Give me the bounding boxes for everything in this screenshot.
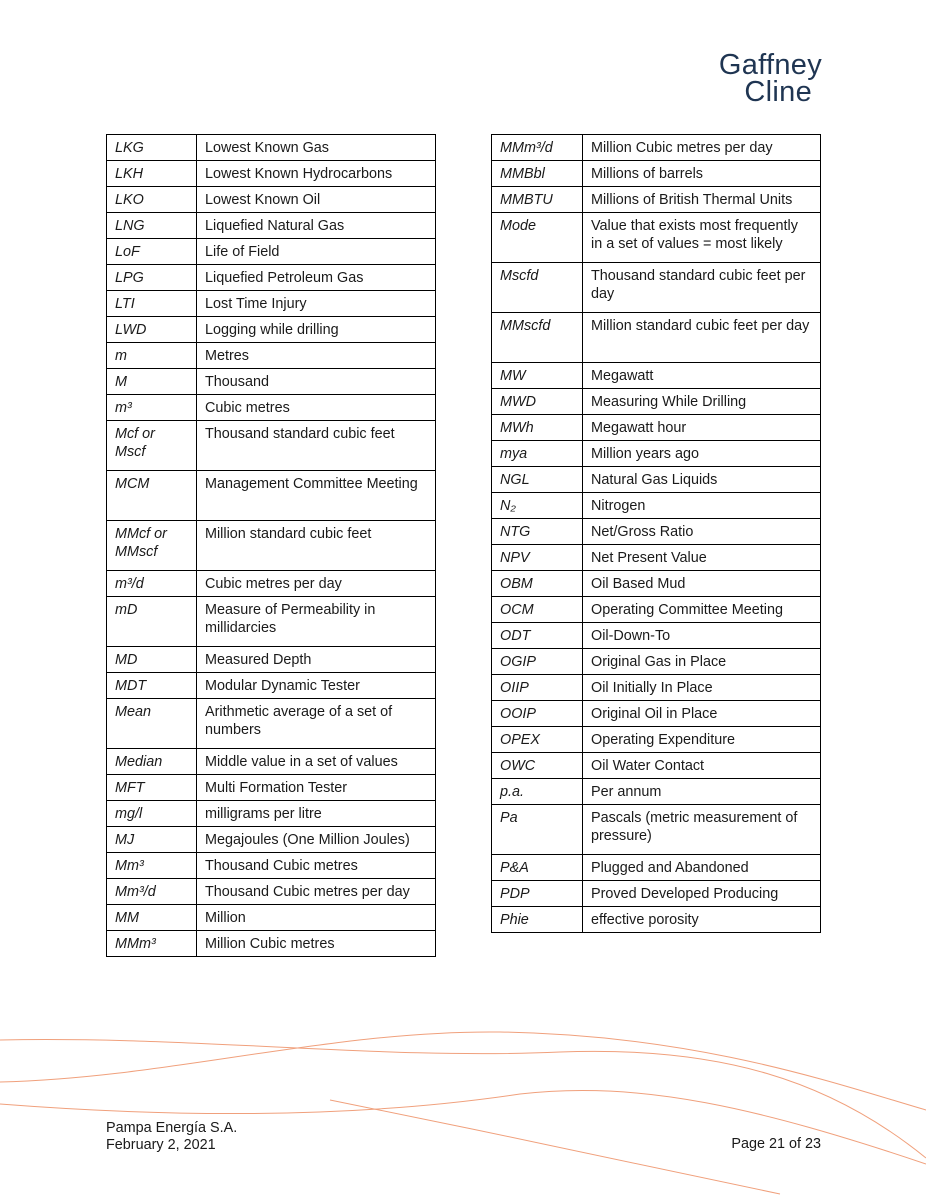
glossary-row: [492, 213, 821, 263]
page-total: 23: [804, 1136, 821, 1152]
glossary-definition: Million: [197, 905, 436, 931]
glossary-row: [107, 395, 436, 421]
glossary-row: [107, 187, 436, 213]
glossary-definition: Oil Initially In Place: [583, 675, 821, 701]
glossary-row: [492, 649, 821, 675]
glossary-row: [492, 701, 821, 727]
glossary-abbreviation: M: [107, 369, 197, 395]
glossary-abbreviation: mg/l: [107, 801, 197, 827]
glossary-row: [492, 571, 821, 597]
glossary-abbreviation: Mcf or Mscf: [107, 421, 197, 471]
glossary-definition: Net/Gross Ratio: [583, 519, 821, 545]
glossary-abbreviation: OCM: [492, 597, 583, 623]
glossary-row: [492, 881, 821, 907]
glossary-abbreviation: m³: [107, 395, 197, 421]
glossary-definition: Thousand Cubic metres: [197, 853, 436, 879]
footer-date: February 2, 2021: [106, 1136, 216, 1153]
glossary-abbreviation: LWD: [107, 317, 197, 343]
glossary-definition: Natural Gas Liquids: [583, 467, 821, 493]
glossary-definition: Operating Expenditure: [583, 727, 821, 753]
glossary-row: [492, 161, 821, 187]
glossary-abbreviation: NPV: [492, 545, 583, 571]
glossary-definition: Million years ago: [583, 441, 821, 467]
glossary-table-right: [491, 134, 821, 933]
glossary-abbreviation: MMm³: [107, 931, 197, 957]
glossary-definition: Plugged and Abandoned: [583, 855, 821, 881]
glossary-row: [107, 343, 436, 369]
glossary-row: [107, 673, 436, 699]
glossary-definition: Oil Based Mud: [583, 571, 821, 597]
footer-company: Pampa Energía S.A.: [106, 1120, 238, 1136]
glossary-definition: Net Present Value: [583, 545, 821, 571]
glossary-definition: Megajoules (One Million Joules): [197, 827, 436, 853]
footer-left: [106, 1120, 237, 1153]
glossary-abbreviation: OBM: [492, 571, 583, 597]
glossary-definition: Nitrogen: [583, 493, 821, 519]
glossary-abbreviation: LKO: [107, 187, 197, 213]
glossary-definition: Thousand Cubic metres per day: [197, 879, 436, 905]
glossary-definition: Original Gas in Place: [583, 649, 821, 675]
glossary-abbreviation: LNG: [107, 213, 197, 239]
glossary-definition: effective porosity: [583, 907, 821, 933]
glossary-abbreviation: Mean: [107, 699, 197, 749]
glossary-abbreviation: mya: [492, 441, 583, 467]
glossary-abbreviation: MMcf or MMscf: [107, 521, 197, 571]
logo-line-1: Gaffney: [718, 49, 822, 81]
glossary-row: [107, 239, 436, 265]
glossary-definition: milligrams per litre: [197, 801, 436, 827]
glossary-row: [492, 753, 821, 779]
glossary-definition: Millions of British Thermal Units: [583, 187, 821, 213]
glossary-abbreviation: MMBbl: [492, 161, 583, 187]
glossary-definition: Pascals (metric measurement of pressure): [583, 805, 821, 855]
glossary-abbreviation: MWh: [492, 415, 583, 441]
glossary-row: [107, 775, 436, 801]
glossary-row: [492, 441, 821, 467]
glossary-abbreviation: OOIP: [492, 701, 583, 727]
glossary-definition: Multi Formation Tester: [197, 775, 436, 801]
glossary-abbreviation: LPG: [107, 265, 197, 291]
glossary-abbreviation: PDP: [492, 881, 583, 907]
glossary-definition: Million standard cubic feet: [197, 521, 436, 571]
glossary-definition: Operating Committee Meeting: [583, 597, 821, 623]
glossary-row: [107, 291, 436, 317]
glossary-definition: Metres: [197, 343, 436, 369]
glossary-row: [492, 389, 821, 415]
glossary-row: [492, 907, 821, 933]
glossary-definition: Lowest Known Oil: [197, 187, 436, 213]
glossary-abbreviation: p.a.: [492, 779, 583, 805]
glossary-abbreviation: MM: [107, 905, 197, 931]
glossary-definition: Million Cubic metres: [197, 931, 436, 957]
glossary-row: [107, 905, 436, 931]
glossary-row: [107, 471, 436, 521]
glossary-row: [107, 135, 436, 161]
glossary-row: [107, 265, 436, 291]
glossary-row: [492, 415, 821, 441]
glossary-abbreviation: Mm³/d: [107, 879, 197, 905]
glossary-abbreviation: OGIP: [492, 649, 583, 675]
glossary-row: [492, 313, 821, 363]
glossary-definition: Per annum: [583, 779, 821, 805]
glossary-abbreviation: MWD: [492, 389, 583, 415]
glossary-definition: Lowest Known Hydrocarbons: [197, 161, 436, 187]
glossary-abbreviation: OWC: [492, 753, 583, 779]
glossary-definition: Proved Developed Producing: [583, 881, 821, 907]
glossary-abbreviation: Median: [107, 749, 197, 775]
glossary-row: [492, 779, 821, 805]
glossary-definition: Millions of barrels: [583, 161, 821, 187]
glossary-definition: Megawatt hour: [583, 415, 821, 441]
glossary-row: [492, 135, 821, 161]
page-number: [731, 1136, 821, 1153]
glossary-definition: Thousand standard cubic feet: [197, 421, 436, 471]
glossary-table-left: [106, 134, 436, 957]
curve-4: [330, 1100, 780, 1194]
glossary-abbreviation: P&A: [492, 855, 583, 881]
glossary-row: [492, 363, 821, 389]
page-of: of: [788, 1136, 801, 1152]
glossary-abbreviation: mD: [107, 597, 197, 647]
glossary-row: [107, 317, 436, 343]
glossary-row: [107, 647, 436, 673]
glossary-definition: Lowest Known Gas: [197, 135, 436, 161]
glossary-abbreviation: NTG: [492, 519, 583, 545]
glossary-row: [107, 369, 436, 395]
glossary-definition: Measured Depth: [197, 647, 436, 673]
glossary-abbreviation: MCM: [107, 471, 197, 521]
glossary-row: [492, 467, 821, 493]
glossary-abbreviation: MD: [107, 647, 197, 673]
glossary-abbreviation: MMBTU: [492, 187, 583, 213]
glossary-abbreviation: OIIP: [492, 675, 583, 701]
glossary-row: [492, 493, 821, 519]
glossary-definition: Logging while drilling: [197, 317, 436, 343]
glossary-definition: Cubic metres per day: [197, 571, 436, 597]
glossary-abbreviation: MJ: [107, 827, 197, 853]
glossary-abbreviation: NGL: [492, 467, 583, 493]
glossary-definition: Modular Dynamic Tester: [197, 673, 436, 699]
glossary-definition: Original Oil in Place: [583, 701, 821, 727]
glossary-row: [492, 675, 821, 701]
glossary-definition: Cubic metres: [197, 395, 436, 421]
glossary-abbreviation: m³/d: [107, 571, 197, 597]
glossary-definition: Thousand: [197, 369, 436, 395]
glossary-abbreviation: MFT: [107, 775, 197, 801]
glossary-abbreviation: MW: [492, 363, 583, 389]
glossary-row: [492, 855, 821, 881]
glossary-row: [492, 519, 821, 545]
glossary-definition: Oil-Down-To: [583, 623, 821, 649]
glossary-definition: Life of Field: [197, 239, 436, 265]
glossary-definition: Million Cubic metres per day: [583, 135, 821, 161]
page-current: 21: [768, 1136, 785, 1152]
glossary-row: [492, 545, 821, 571]
glossary-row: [107, 749, 436, 775]
glossary-row: [107, 213, 436, 239]
glossary-row: [492, 597, 821, 623]
glossary-abbreviation: MDT: [107, 673, 197, 699]
glossary-definition: Arithmetic average of a set of numbers: [197, 699, 436, 749]
glossary-row: [107, 879, 436, 905]
glossary-row: [107, 853, 436, 879]
glossary-row: [107, 161, 436, 187]
glossary-abbreviation: MMm³/d: [492, 135, 583, 161]
glossary-row: [107, 931, 436, 957]
glossary-row: [107, 827, 436, 853]
glossary-definition: Megawatt: [583, 363, 821, 389]
glossary-abbreviation: Pa: [492, 805, 583, 855]
glossary-abbreviation: ODT: [492, 623, 583, 649]
glossary-row: [492, 727, 821, 753]
curve-1: [0, 1032, 926, 1110]
glossary-row: [107, 801, 436, 827]
glossary-definition: Lost Time Injury: [197, 291, 436, 317]
glossary-row: [107, 597, 436, 647]
glossary-row: [492, 805, 821, 855]
glossary-abbreviation: LKH: [107, 161, 197, 187]
glossary-definition: Measuring While Drilling: [583, 389, 821, 415]
glossary-definition: Thousand standard cubic feet per day: [583, 263, 821, 313]
glossary-row: [107, 421, 436, 471]
glossary-row: [492, 187, 821, 213]
glossary-abbreviation: Phie: [492, 907, 583, 933]
glossary-row: [107, 571, 436, 597]
glossary-abbreviation: m: [107, 343, 197, 369]
glossary-abbreviation: Mscfd: [492, 263, 583, 313]
glossary-definition: Liquefied Natural Gas: [197, 213, 436, 239]
page-label: Page: [731, 1136, 765, 1152]
logo-line-2: Cline: [744, 76, 812, 108]
glossary-abbreviation: MMscfd: [492, 313, 583, 363]
glossary-definition: Middle value in a set of values: [197, 749, 436, 775]
glossary-definition: Oil Water Contact: [583, 753, 821, 779]
glossary-definition: Management Committee Meeting: [197, 471, 436, 521]
glossary-definition: Million standard cubic feet per day: [583, 313, 821, 363]
glossary-abbreviation: LoF: [107, 239, 197, 265]
glossary-row: [492, 623, 821, 649]
glossary-abbreviation: Mm³: [107, 853, 197, 879]
glossary-definition: Value that exists most frequently in a set of values = most likely: [583, 213, 821, 263]
glossary-row: [492, 263, 821, 313]
glossary-abbreviation: OPEX: [492, 727, 583, 753]
glossary-row: [107, 521, 436, 571]
glossary-abbreviation: N₂: [492, 493, 583, 519]
glossary-definition: Measure of Permeability in millidarcies: [197, 597, 436, 647]
glossary-abbreviation: Mode: [492, 213, 583, 263]
glossary-abbreviation: LKG: [107, 135, 197, 161]
glossary-abbreviation: LTI: [107, 291, 197, 317]
glossary-row: [107, 699, 436, 749]
glossary-definition: Liquefied Petroleum Gas: [197, 265, 436, 291]
